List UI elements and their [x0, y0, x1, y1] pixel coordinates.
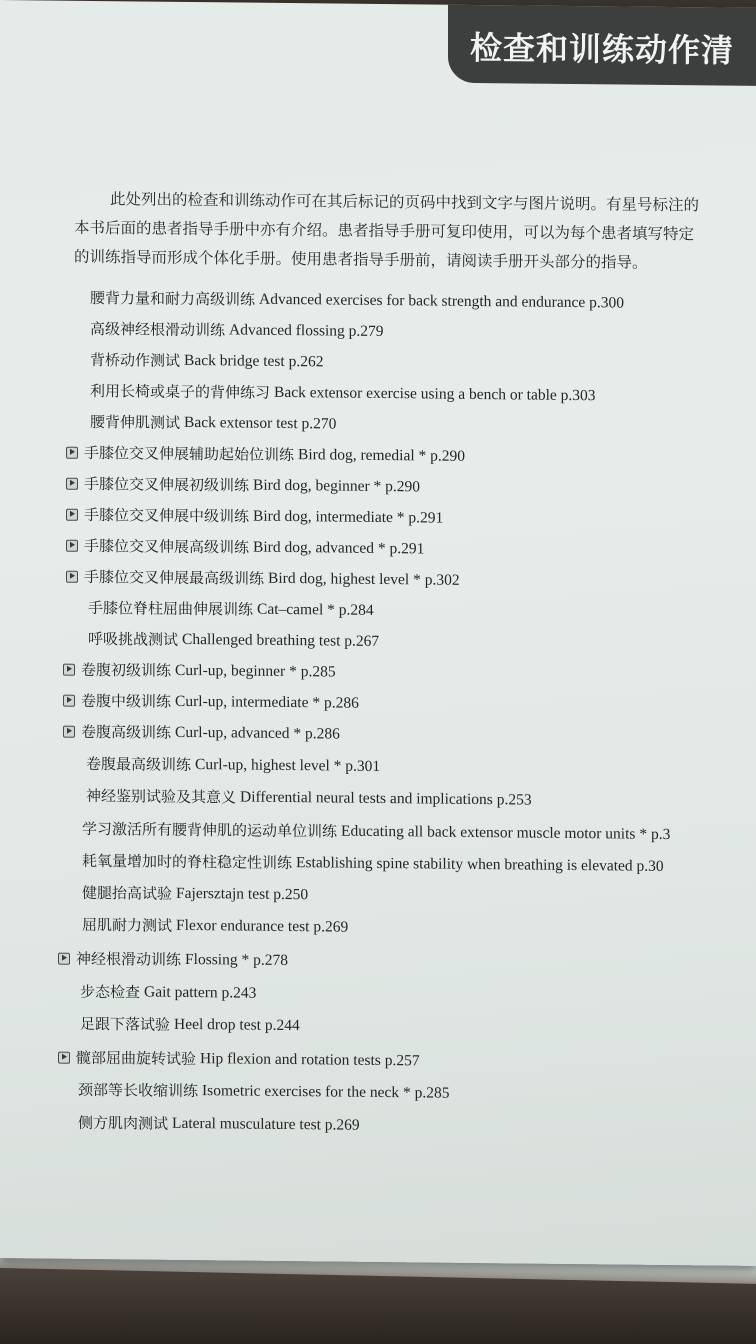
entry-chinese-title: 卷腹高级训练: [81, 722, 172, 742]
list-item: [82, 914, 348, 938]
list-item: [82, 818, 670, 845]
entry-chinese-title: 卷腹初级训练: [81, 660, 172, 680]
list-item: [88, 597, 374, 621]
entry-chinese-title: 腰背伸肌测试: [90, 412, 181, 432]
entry-chinese-title: 卷腹中级训练: [81, 691, 172, 711]
entry-chinese-title: 足跟下落试验: [80, 1014, 171, 1034]
list-item: [78, 1112, 360, 1136]
entry-chinese-title: 耗氧量增加时的脊柱稳定性训练: [82, 851, 293, 873]
list-item: [90, 349, 324, 372]
list-item: [66, 504, 443, 529]
list-item: [90, 287, 624, 314]
entry-english-title: Bird dog, intermediate * p.291: [253, 507, 444, 527]
entry-english-title: Back bridge test p.262: [184, 351, 324, 370]
entry-chinese-title: 手膝位交叉伸展高级训练: [84, 536, 250, 557]
list-item: [82, 850, 664, 877]
entry-english-title: Fajersztajn test p.250: [176, 884, 309, 903]
intro-paragraph: [74, 185, 756, 280]
list-item: [63, 721, 340, 745]
entry-english-title: Challenged breathing test p.267: [182, 630, 380, 650]
entry-chinese-title: 手膝位交叉伸展辅助起始位训练: [84, 443, 295, 465]
entry-chinese-title: 颈部等长收缩训练: [78, 1080, 199, 1101]
list-item: [90, 380, 596, 406]
entry-english-title: Flexor endurance test p.269: [176, 916, 349, 936]
list-item: [86, 785, 532, 811]
entry-english-title: Isometric exercises for the neck * p.285: [202, 1081, 450, 1102]
list-item: [63, 659, 336, 683]
entry-chinese-title: 髋部屈曲旋转试验: [76, 1048, 197, 1069]
entry-english-title: Cat–camel * p.284: [257, 600, 374, 619]
list-item: [66, 535, 424, 560]
list-item: [66, 566, 460, 591]
list-item: [90, 318, 384, 342]
list-item: [66, 442, 465, 467]
list-item: [88, 628, 379, 652]
entry-chinese-title: 学习激活所有腰背伸肌的运动单位训练: [82, 819, 338, 841]
entry-chinese-title: 腰背力量和耐力高级训练: [90, 288, 256, 309]
play-marker-icon: [66, 539, 78, 551]
entry-chinese-title: 健腿抬高试验: [82, 883, 173, 903]
list-item: [80, 1013, 300, 1036]
entry-english-title: Bird dog, advanced * p.291: [253, 538, 425, 557]
entry-chinese-title: 手膝位交叉伸展最高级训练: [84, 567, 265, 588]
entry-chinese-title: 手膝位脊柱屈曲伸展训练: [88, 598, 254, 619]
play-marker-icon: [66, 446, 78, 458]
entry-english-title: Curl-up, intermediate * p.286: [175, 692, 359, 712]
play-marker-icon: [66, 508, 78, 520]
entry-english-title: Curl-up, highest level * p.301: [195, 755, 381, 775]
play-marker-icon: [63, 694, 75, 706]
intro-line: 的训练指导而形成个体化手册。使用患者指导手册前，请阅读手册开头部分的指导。: [74, 247, 648, 272]
list-item: [58, 948, 288, 971]
play-marker-icon: [63, 725, 75, 737]
intro-line: 此处列出的检查和训练动作可在其后标记的页码中找到文字与图片说明。有星号标注的: [110, 190, 700, 215]
entry-english-title: Flossing * p.278: [185, 950, 288, 969]
entry-english-title: Back extensor exercise using a bench or table p.303: [274, 383, 596, 404]
entry-english-title: Back extensor test p.270: [184, 413, 337, 433]
entry-chinese-title: 手膝位交叉伸展中级训练: [84, 505, 250, 526]
entry-chinese-title: 高级神经根滑动训练: [90, 319, 226, 340]
entry-english-title: Gait pattern p.243: [144, 983, 257, 1002]
entry-chinese-title: 步态检查: [80, 982, 141, 1002]
entry-english-title: Educating all back extensor muscle motor units * p.3: [341, 822, 671, 843]
entry-english-title: Hip flexion and rotation tests p.257: [200, 1049, 420, 1069]
page-title: 检查和训练动作清: [470, 28, 735, 70]
play-marker-icon: [66, 477, 78, 489]
list-item: [90, 411, 336, 435]
play-marker-icon: [63, 663, 75, 675]
entry-english-title: Bird dog, remedial * p.290: [298, 445, 466, 465]
list-item: [78, 1079, 450, 1104]
list-item: [80, 981, 256, 1004]
entry-chinese-title: 神经根滑动训练: [76, 949, 182, 969]
entry-chinese-title: 神经鉴别试验及其意义: [86, 786, 237, 807]
play-marker-icon: [58, 1051, 70, 1063]
entry-chinese-title: 利用长椅或桌子的背伸练习: [90, 381, 271, 402]
entry-english-title: Curl-up, advanced * p.286: [175, 723, 340, 743]
entry-chinese-title: 屈肌耐力测试: [82, 915, 173, 935]
entry-english-title: Heel drop test p.244: [174, 1015, 300, 1034]
entry-chinese-title: 侧方肌肉测试: [78, 1113, 169, 1133]
entry-english-title: Advanced exercises for back strength and endurance p.300: [259, 290, 624, 312]
entry-chinese-title: 呼吸挑战测试: [88, 629, 179, 649]
entry-chinese-title: 卷腹最高级训练: [86, 754, 192, 775]
entry-english-title: Bird dog, highest level * p.302: [268, 569, 460, 589]
list-item: [82, 882, 308, 905]
list-item: [58, 1047, 420, 1072]
entry-english-title: Establishing spine stability when breathing is elevated p.30: [296, 853, 664, 875]
entry-chinese-title: 手膝位交叉伸展初级训练: [84, 474, 250, 495]
play-marker-icon: [66, 570, 78, 582]
entry-english-title: Curl-up, beginner * p.285: [175, 661, 336, 681]
entry-english-title: Differential neural tests and implications p.253: [240, 788, 532, 809]
entry-english-title: Advanced flossing p.279: [229, 320, 384, 340]
play-marker-icon: [58, 952, 70, 964]
entry-english-title: Bird dog, beginner * p.290: [253, 476, 421, 495]
list-item: [86, 753, 380, 777]
intro-line: 本书后面的患者指导手册中亦有介绍。患者指导手册可复印使用，可以为每个患者填写特定: [74, 218, 695, 244]
list-item: [63, 690, 359, 714]
entry-english-title: Lateral musculature test p.269: [172, 1114, 360, 1134]
entry-chinese-title: 背桥动作测试: [90, 350, 181, 370]
entry-list: [0, 286, 756, 1134]
list-item: [66, 473, 420, 498]
